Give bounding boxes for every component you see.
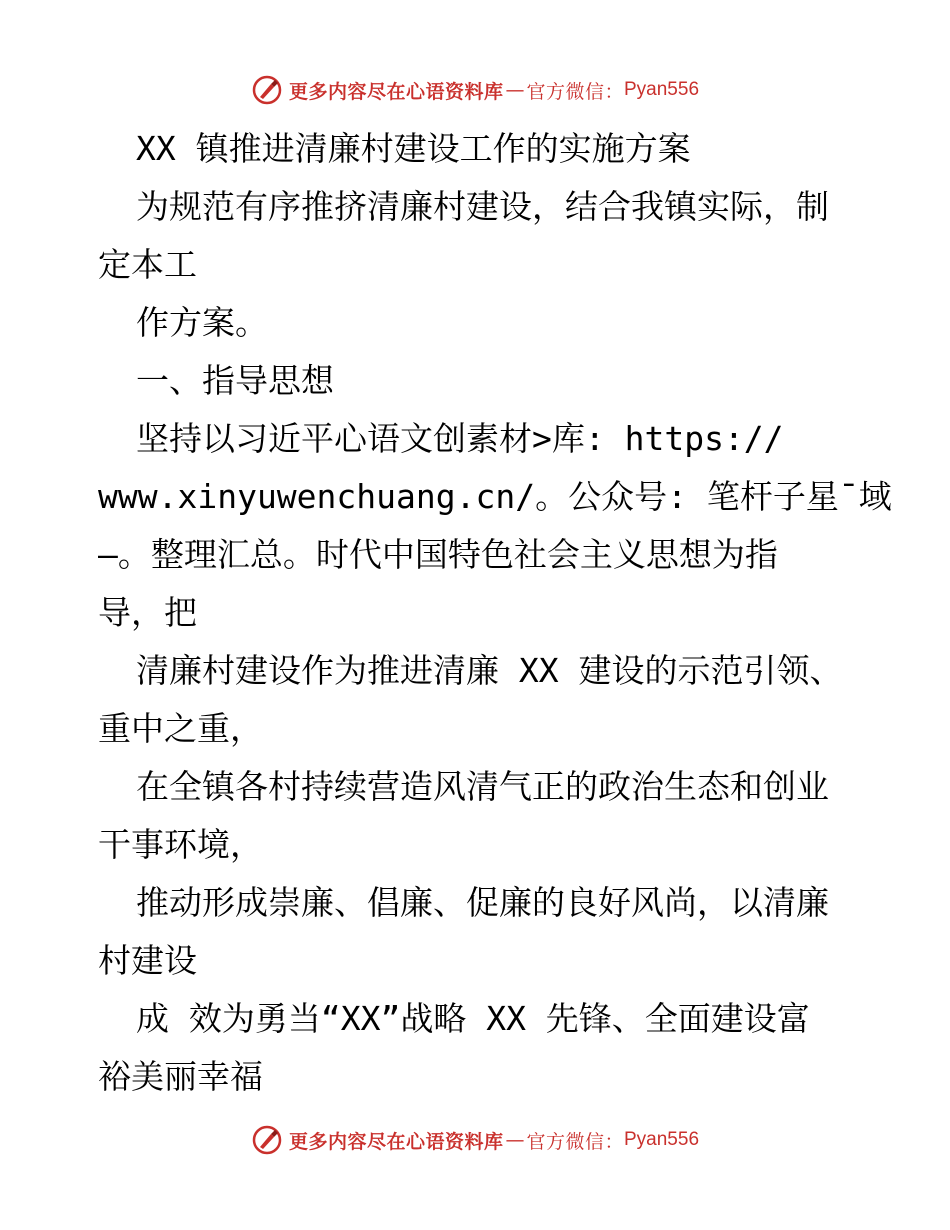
document-line: 重中之重， [98, 709, 263, 748]
banner-brand-text: 更多内容尽在心语资料库 [288, 1130, 504, 1153]
document-body [98, 120, 892, 1106]
document-line: 村建设 [98, 941, 197, 980]
banner-wechat-handle: Pyan556 [624, 1129, 700, 1150]
banner-separator: — [505, 1129, 525, 1151]
footer-watermark-banner [0, 1120, 950, 1160]
document-line: www.xinyuwenchuang.cn/。公众号: 笔杆子星¯域 [98, 477, 892, 516]
banner-wechat-label: 官方微信： [526, 80, 624, 103]
document-line: 定本工 [98, 245, 197, 284]
banner-wechat-handle: Pyan556 [624, 79, 700, 100]
pen-logo-icon [251, 74, 283, 106]
banner-separator: — [505, 79, 525, 101]
document-line: 一、指导思想 [136, 361, 334, 400]
document-line: —。整理汇总。时代中国特色社会主义思想为指 [98, 535, 778, 574]
document-line: 成 效为勇当“XX”战略 XX 先锋、全面建设富 [136, 999, 810, 1038]
document-line: 推动形成崇廉、倡廉、促廉的良好风尚，以清廉 [136, 883, 829, 922]
document-line: XX 镇推进清廉村建设工作的实施方案 [136, 129, 691, 168]
banner-wechat-label: 官方微信： [526, 1130, 624, 1153]
document-line: 作方案。 [136, 303, 268, 342]
document-line: 为规范有序推挤清廉村建设，结合我镇实际，制 [136, 187, 829, 226]
banner-brand-text: 更多内容尽在心语资料库 [288, 80, 504, 103]
document-line: 干事环境， [98, 825, 263, 864]
document-line: 清廉村建设作为推进清廉 XX 建设的示范引领、 [136, 651, 843, 690]
document-line: 裕美丽幸福 [98, 1057, 263, 1096]
header-watermark-banner [0, 70, 950, 110]
document-line: 坚持以习近平心语文创素材>库: https:// [136, 419, 784, 458]
document-line: 在全镇各村持续营造风清气正的政治生态和创业 [136, 767, 829, 806]
pen-logo-icon [251, 1124, 283, 1156]
document-line: 导，把 [98, 593, 197, 632]
